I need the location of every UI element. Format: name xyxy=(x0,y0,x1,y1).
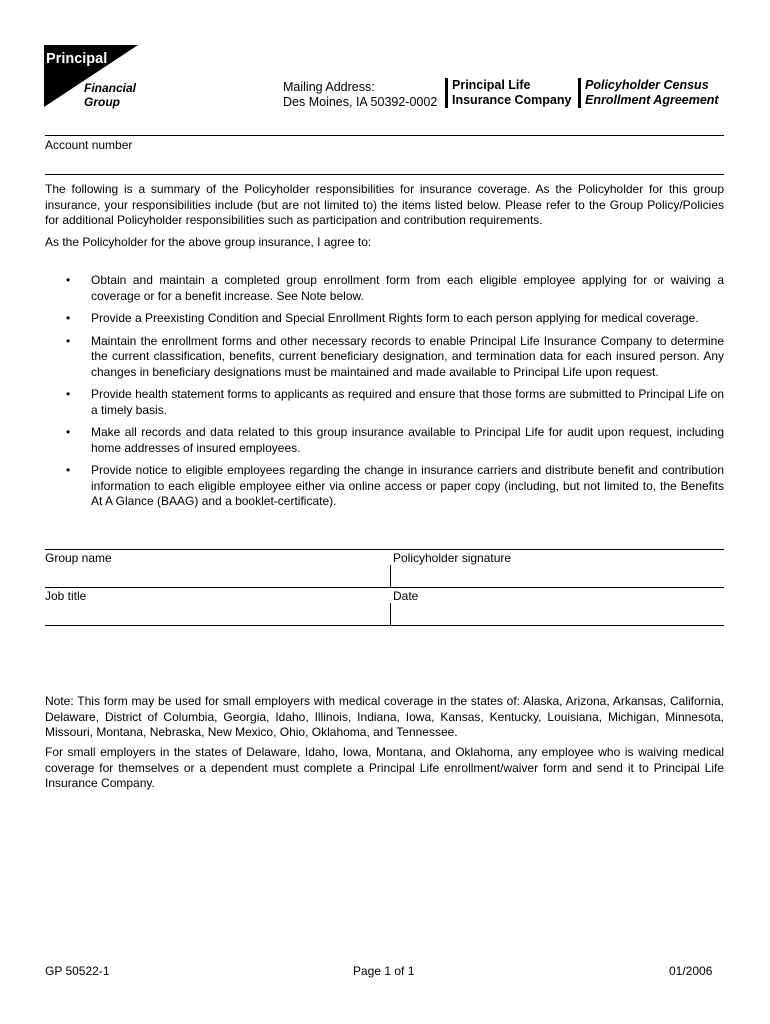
group-name-field-line[interactable] xyxy=(45,587,724,588)
waiver-paragraph: For small employers in the states of Delaware, Idaho, Iowa, Montana, and Oklahoma, any employee who is waiving medical coverage for themselves or a dependent must complete a Principal Life enrollment/waiver form and send it to Principal Life Insurance Company. xyxy=(45,745,724,790)
job-title-field-line[interactable] xyxy=(45,625,724,626)
job-title-label: Job title xyxy=(45,589,87,603)
logo-text-principal: Principal xyxy=(46,51,108,67)
company-name-line1: Principal Life xyxy=(452,78,531,92)
date-label: Date xyxy=(393,589,419,603)
intro-summary: The following is a summary of the Policyholder responsibilities for insurance coverage. As the Policyholder for this group insurance, your responsibilities include (but are not limited to) the items listed below. Please refer to the Group Policy/Policies for additional Policyholder responsibilities such as participation and contribution requirements. xyxy=(45,182,724,227)
form-date: 01/2006 xyxy=(669,964,713,978)
list-item xyxy=(45,334,724,381)
bullet-icon: • xyxy=(66,273,71,287)
list-item-text: Provide notice to eligible employees regarding the change in insurance carriers and distribute benefit and contribution information to each eligible employee either via online access or paper copy (including, but not limited to, the Benefits At A Glance (BAAG) and a booklet-certificate). xyxy=(91,463,724,508)
note-paragraph: Note: This form may be used for small employers with medical coverage in the states of: Alaska, Arizona, Arkansas, California, Delaware, District of Columbia, Georgia, Idaho, Illinois, Indiana, Iowa, Kansas, Kentucky, Louisiana, Michigan, Minnesota, Missouri, Montana, Nebraska, New Mexico, Ohio, Oklahoma, and Tennessee. xyxy=(45,694,724,739)
form-title-line1: Policyholder Census xyxy=(585,78,709,92)
intro-agree: As the Policyholder for the above group insurance, I agree to: xyxy=(45,235,372,249)
list-item-text: Provide health statement forms to applicants as required and ensure that those forms are submitted to Principal Life on a timely basis. xyxy=(91,387,724,417)
list-item xyxy=(45,387,724,418)
company-name xyxy=(445,78,571,108)
list-item-text: Make all records and data related to this group insurance available to Principal Life for audit upon request, including home addresses of insured employees. xyxy=(91,425,724,455)
list-item-text: Obtain and maintain a completed group enrollment form from each eligible employee applying for or waiving a coverage or for a benefit increase. See Note below. xyxy=(91,273,724,303)
bullet-icon: • xyxy=(66,463,71,477)
mailing-address-label: Mailing Address: xyxy=(283,80,375,94)
field-divider xyxy=(390,603,391,625)
mailing-address-city: Des Moines, IA 50392-0002 xyxy=(283,95,438,109)
form-title-line2: Enrollment Agreement xyxy=(585,93,719,107)
bullet-icon: • xyxy=(66,387,71,401)
policyholder-signature-label: Policyholder signature xyxy=(393,551,512,565)
page-number: Page 1 of 1 xyxy=(353,964,415,978)
header-divider xyxy=(45,135,724,136)
form-title xyxy=(578,78,719,108)
principal-financial-group-logo xyxy=(44,45,140,109)
bullet-icon: • xyxy=(66,333,71,348)
responsibilities-list xyxy=(45,273,724,510)
bullet-icon: • xyxy=(66,425,71,439)
account-number-label: Account number xyxy=(45,138,133,152)
account-number-field-line[interactable] xyxy=(45,174,724,175)
list-item-text: Maintain the enrollment forms and other necessary records to enable Principal Life Insurance Company to determine the current classification, benefits, current beneficiary designation, and termination data for each insured person. Any changes in beneficiary designations must be maintained and made available to Principal Life upon request. xyxy=(91,333,724,379)
logo-text-financial: Financial xyxy=(84,81,137,95)
list-item xyxy=(45,463,724,510)
list-item xyxy=(45,273,724,304)
mailing-address xyxy=(283,80,437,110)
logo-mark xyxy=(44,45,140,109)
form-number: GP 50522-1 xyxy=(45,964,110,978)
list-item xyxy=(45,425,724,456)
bullet-icon: • xyxy=(66,311,71,325)
list-item xyxy=(45,311,724,327)
field-divider xyxy=(390,565,391,587)
logo-text-group: Group xyxy=(84,95,120,109)
group-name-label: Group name xyxy=(45,551,112,565)
signature-block-top-line xyxy=(45,549,724,550)
company-name-line2: Insurance Company xyxy=(452,93,572,107)
list-item-text: Provide a Preexisting Condition and Special Enrollment Rights form to each person applying for medical coverage. xyxy=(91,311,699,325)
